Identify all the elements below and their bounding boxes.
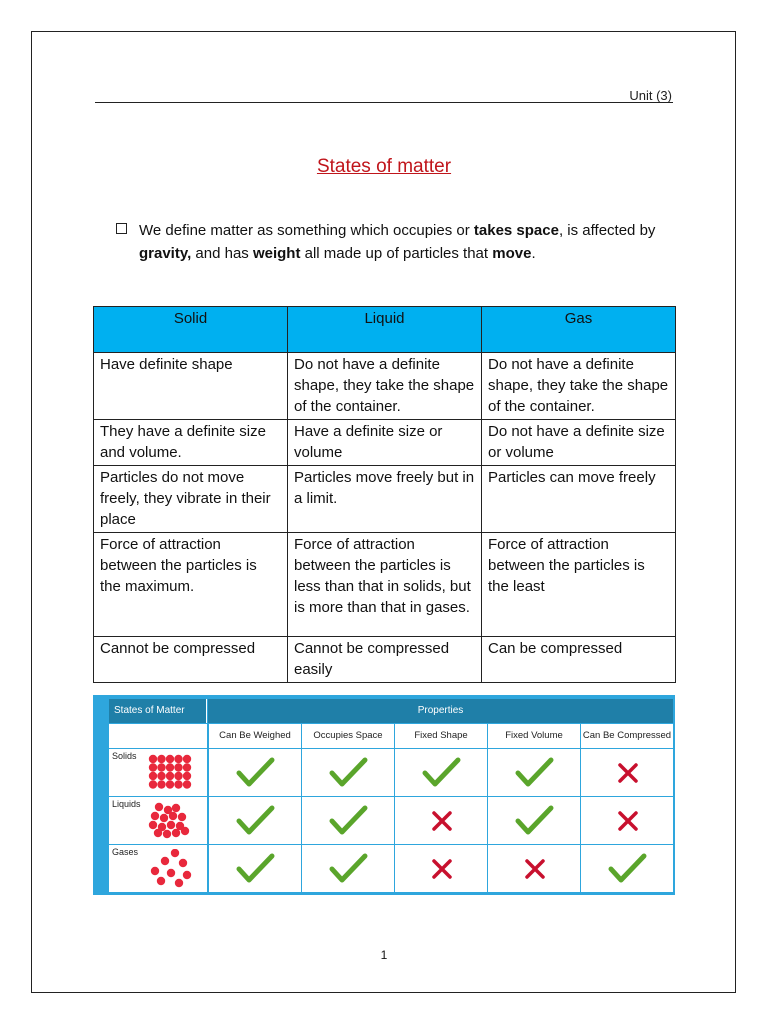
- particles-liquids-icon: [145, 801, 205, 841]
- cross-icon: [524, 858, 546, 880]
- figure-mark-cell: [302, 845, 394, 892]
- check-mark-path: [332, 808, 365, 832]
- particle: [183, 763, 191, 771]
- particle: [161, 857, 169, 865]
- check-mark-path: [518, 760, 551, 784]
- header-solid: Solid: [94, 307, 288, 353]
- check-mark-path: [518, 808, 551, 832]
- figure-mark-cell: [302, 797, 394, 844]
- check-icon: [328, 805, 368, 837]
- particle: [160, 814, 168, 822]
- particle: [157, 780, 165, 788]
- particle: [183, 780, 191, 788]
- figure-mark-cell: [395, 797, 487, 844]
- particle: [157, 772, 165, 780]
- particle: [154, 829, 162, 837]
- properties-grid: [109, 699, 673, 889]
- figure-column-header: Fixed Volume: [488, 724, 580, 748]
- check-mark-path: [611, 856, 644, 880]
- check-icon: [421, 757, 461, 789]
- table-row: [94, 420, 676, 466]
- table-cell: Particles move freely but in a limit.: [288, 466, 482, 533]
- checkbox-bullet-icon: [116, 223, 127, 234]
- particle: [149, 755, 157, 763]
- particle: [172, 829, 180, 837]
- table-cell: Force of attraction between the particles is the least: [482, 533, 676, 637]
- particle: [157, 755, 165, 763]
- figure-mark-cell: [209, 749, 301, 796]
- particle: [172, 804, 180, 812]
- particle: [171, 849, 179, 857]
- figure-mark-cell: [581, 845, 673, 892]
- figure-row-label: [109, 749, 207, 796]
- header-rule: [95, 102, 673, 103]
- figure-blank-cell: [109, 724, 207, 748]
- particle: [149, 821, 157, 829]
- particle: [174, 763, 182, 771]
- figure-mark-cell: [395, 845, 487, 892]
- particle: [166, 763, 174, 771]
- particle: [169, 812, 177, 820]
- figure-row-label-text: Gases: [112, 847, 139, 857]
- figure-mark-cell: [302, 749, 394, 796]
- check-icon: [328, 853, 368, 885]
- particle: [174, 772, 182, 780]
- check-icon: [607, 853, 647, 885]
- figure-mark-cell: [209, 845, 301, 892]
- table-row: [94, 533, 676, 637]
- header-liquid: Liquid: [288, 307, 482, 353]
- cross-icon: [431, 858, 453, 880]
- cross-icon: [431, 810, 453, 832]
- table-cell: They have a definite size and volume.: [94, 420, 288, 466]
- table-cell: Force of attraction between the particles is less than that in solids, but is more than that in gases.: [288, 533, 482, 637]
- table-cell: Have a definite size or volume: [288, 420, 482, 466]
- table-row: [94, 466, 676, 533]
- check-icon: [235, 853, 275, 885]
- check-icon: [235, 805, 275, 837]
- particle: [149, 763, 157, 771]
- unit-header: Unit (3): [629, 88, 672, 103]
- figure-column-header: Can Be Compressed: [581, 724, 673, 748]
- figure-row-label: [109, 797, 207, 844]
- check-icon: [514, 805, 554, 837]
- table-cell: Particles do not move freely, they vibrate in their place: [94, 466, 288, 533]
- check-mark-path: [239, 808, 272, 832]
- check-icon: [328, 757, 368, 789]
- table-row: [94, 353, 676, 420]
- figure-mark-cell: [488, 797, 580, 844]
- table-row: [94, 637, 676, 683]
- table-cell: Do not have a definite size or volume: [482, 420, 676, 466]
- particle: [151, 867, 159, 875]
- check-mark-path: [239, 856, 272, 880]
- figure-column-header: Occupies Space: [302, 724, 394, 748]
- particle: [183, 871, 191, 879]
- check-icon: [514, 757, 554, 789]
- figure-mark-cell: [209, 797, 301, 844]
- particle: [155, 803, 163, 811]
- particle: [166, 755, 174, 763]
- table-cell: Particles can move freely: [482, 466, 676, 533]
- figure-mark-cell: [488, 845, 580, 892]
- table-cell: Can be compressed: [482, 637, 676, 683]
- particle: [157, 877, 165, 885]
- check-mark-path: [332, 856, 365, 880]
- particle: [166, 772, 174, 780]
- figure-mark-cell: [395, 749, 487, 796]
- particle: [151, 812, 159, 820]
- figure-row-label: [109, 845, 207, 892]
- particle: [183, 772, 191, 780]
- table-cell: Cannot be compressed: [94, 637, 288, 683]
- particle: [157, 763, 165, 771]
- page-title: States of matter: [316, 156, 452, 177]
- figure-row-label-text: Solids: [112, 751, 137, 761]
- particle: [178, 813, 186, 821]
- table-cell: Do not have a definite shape, they take the shape of the container.: [482, 353, 676, 420]
- figure-properties-label: Properties: [208, 699, 673, 723]
- check-mark-path: [425, 760, 458, 784]
- particle: [149, 780, 157, 788]
- header-gas: Gas: [482, 307, 676, 353]
- figure-mark-cell: [581, 797, 673, 844]
- cross-icon: [617, 810, 639, 832]
- intro-text: We define matter as something which occupies or takes space, is affected by gravity, and has weight all made up of particles that move.: [139, 222, 656, 262]
- particle: [179, 859, 187, 867]
- particle: [163, 830, 171, 838]
- particle: [167, 869, 175, 877]
- particle: [175, 879, 183, 887]
- table-cell: Do not have a definite shape, they take the shape of the container.: [288, 353, 482, 420]
- figure-column-header: Can Be Weighed: [209, 724, 301, 748]
- particle: [181, 827, 189, 835]
- particles-gases-icon: [145, 849, 205, 889]
- particle: [167, 821, 175, 829]
- table-cell: Cannot be compressed easily: [288, 637, 482, 683]
- particle: [174, 780, 182, 788]
- page-number: 1: [380, 948, 388, 962]
- particle: [166, 780, 174, 788]
- particle: [174, 755, 182, 763]
- figure-column-header: Fixed Shape: [395, 724, 487, 748]
- cross-icon: [617, 762, 639, 784]
- figure-mark-cell: [488, 749, 580, 796]
- particle: [183, 755, 191, 763]
- figure-corner-label: States of Matter: [109, 699, 207, 723]
- particle: [149, 772, 157, 780]
- intro-paragraph: [116, 219, 686, 265]
- states-comparison-table: [93, 306, 676, 683]
- table-cell: Have definite shape: [94, 353, 288, 420]
- figure-mark-cell: [581, 749, 673, 796]
- figure-row-label-text: Liquids: [112, 799, 141, 809]
- check-icon: [235, 757, 275, 789]
- check-mark-path: [239, 760, 272, 784]
- table-header-row: [94, 307, 676, 353]
- table-cell: Force of attraction between the particles is the maximum.: [94, 533, 288, 637]
- properties-figure: [93, 695, 675, 895]
- check-mark-path: [332, 760, 365, 784]
- particles-solids-icon: [145, 753, 205, 793]
